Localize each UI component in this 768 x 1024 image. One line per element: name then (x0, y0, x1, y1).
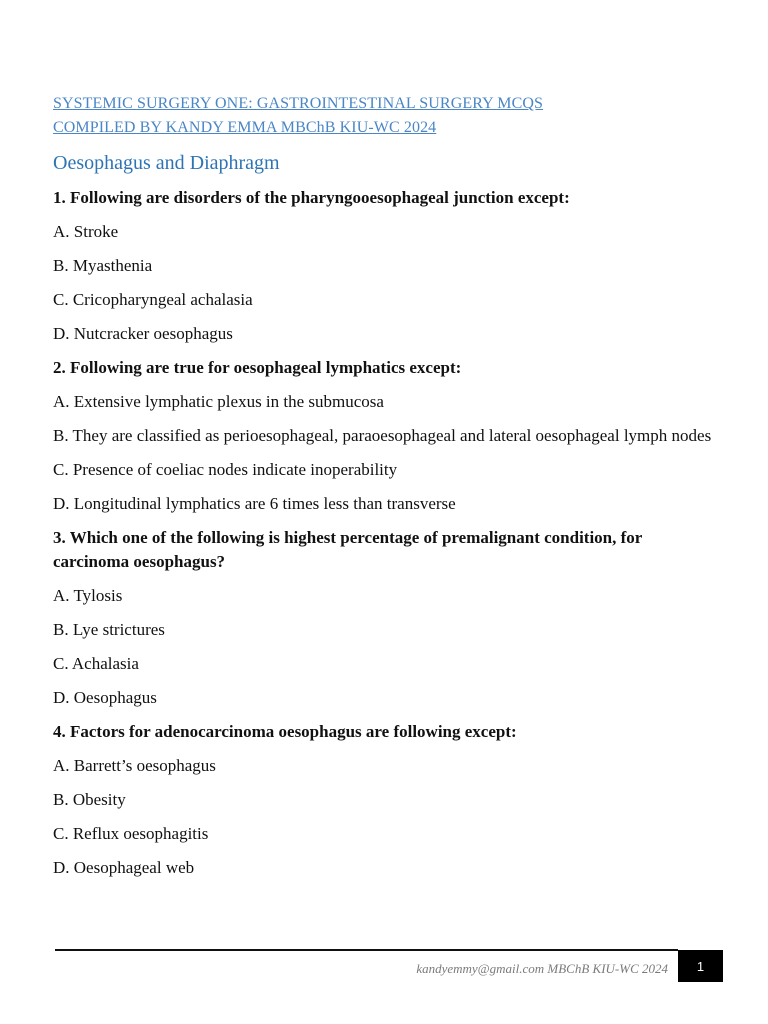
question-2-option-d: D. Longitudinal lymphatics are 6 times less than transverse (53, 494, 456, 513)
question-1-option-a: A. Stroke (53, 222, 119, 241)
question-4-option-a: A. Barrett’s oesophagus (53, 756, 216, 775)
question-3-option-c: C. Achalasia (53, 654, 139, 673)
question-3-option-d: D. Oesophagus (53, 688, 157, 707)
document-page (53, 92, 713, 880)
question-1-text: 1. Following are disorders of the pharyngooesophageal junction except: (53, 188, 570, 207)
question-1-option-b: B. Myasthenia (53, 256, 153, 275)
question-2-option-a: A. Extensive lymphatic plexus in the submucosa (53, 392, 384, 411)
header-title-line-1: SYSTEMIC SURGERY ONE: GASTROINTESTINAL SURGERY MCQS (53, 95, 544, 112)
question-2-option-b: B. They are classified as perioesophageal, paraoesophageal and lateral oesophageal lymph nodes (53, 426, 712, 445)
footer-divider (55, 949, 678, 951)
section-title: Oesophagus and Diaphragm (53, 152, 280, 174)
question-1 (53, 186, 713, 346)
question-3-text: 3. Which one of the following is highest percentage of premalignant condition, for carcinoma oesophagus? (53, 528, 643, 571)
question-4-option-b: B. Obesity (53, 790, 126, 809)
document-header (53, 92, 713, 140)
question-3-option-b: B. Lye strictures (53, 620, 165, 639)
question-1-option-d: D. Nutcracker oesophagus (53, 324, 233, 343)
question-4-text: 4. Factors for adenocarcinoma oesophagus are following except: (53, 722, 517, 741)
question-4 (53, 720, 713, 880)
page-number-box (678, 950, 723, 982)
header-title-line-2: COMPILED BY KANDY EMMA MBChB KIU-WC 2024 (53, 119, 437, 136)
question-4-option-d: D. Oesophageal web (53, 858, 195, 877)
footer-text: kandyemmy@gmail.com MBChB KIU-WC 2024 (416, 961, 668, 976)
question-2-option-c: C. Presence of coeliac nodes indicate inoperability (53, 460, 398, 479)
question-3-option-a: A. Tylosis (53, 586, 123, 605)
page-number: 1 (696, 959, 705, 974)
question-3 (53, 526, 713, 710)
question-2-text: 2. Following are true for oesophageal lymphatics except: (53, 358, 462, 377)
question-4-option-c: C. Reflux oesophagitis (53, 824, 209, 843)
question-2 (53, 356, 713, 516)
question-1-option-c: C. Cricopharyngeal achalasia (53, 290, 253, 309)
